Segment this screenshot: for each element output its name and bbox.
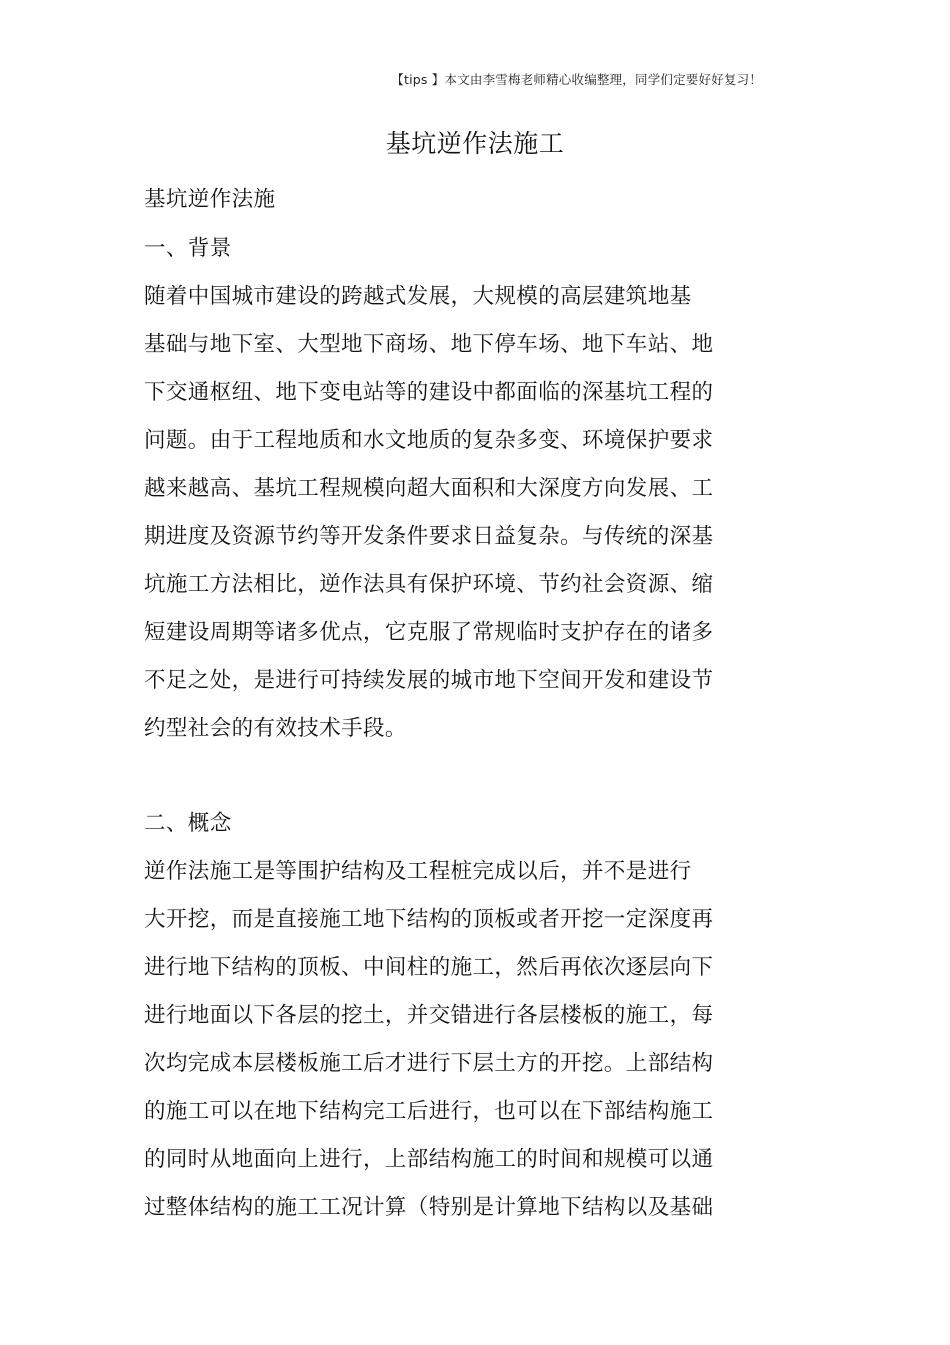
paragraph-line: 期进度及资源节约等开发条件要求日益复杂。与传统的深基 bbox=[144, 524, 714, 549]
document-title: 基坑逆作法施工 bbox=[385, 129, 565, 158]
paragraph-line: 次均完成本层楼板施工后才进行下层土方的开挖。上部结构 bbox=[144, 1051, 714, 1076]
paragraph-line: 大开挖，而是直接施工地下结构的顶板或者开挖一定深度再 bbox=[144, 907, 714, 932]
paragraph-line: 的同时从地面向上进行，上部结构施工的时间和规模可以通 bbox=[144, 1147, 714, 1172]
paragraph-line: 不足之处，是进行可持续发展的城市地下空间开发和建设节 bbox=[144, 668, 714, 693]
paragraph-line: 短建设周期等诸多优点，它克服了常规临时支护存在的诸多 bbox=[144, 620, 714, 645]
paragraph-line: 下交通枢纽、地下变电站等的建设中都面临的深基坑工程的 bbox=[144, 380, 714, 405]
paragraph-line: 进行地下结构的顶板、中间柱的施工，然后再依次逐层向下 bbox=[144, 955, 714, 980]
paragraph-line: 约型社会的有效技术手段。 bbox=[144, 716, 407, 741]
paragraph-line: 随着中国城市建设的跨越式发展，大规模的高层建筑地基 bbox=[144, 284, 692, 309]
paragraph-line: 进行地面以下各层的挖土，并交错进行各层楼板的施工，每 bbox=[144, 1003, 714, 1028]
paragraph-line: 过整体结构的施工工况计算（特别是计算地下结构以及基础 bbox=[144, 1195, 714, 1220]
paragraph-line: 坑施工方法相比，逆作法具有保护环境、节约社会资源、缩 bbox=[144, 572, 714, 597]
paragraph-line: 基础与地下室、大型地下商场、地下停车场、地下车站、地 bbox=[144, 332, 714, 357]
section-heading-concept: 二、概念 bbox=[144, 811, 232, 836]
section-heading-background: 一、背景 bbox=[144, 236, 232, 261]
header-tip: 【tips 】本文由李雪梅老师精心收编整理，同学们定要好好复习！ bbox=[391, 72, 762, 87]
paragraph-line: 逆作法施工是等围护结构及工程桩完成以后，并不是进行 bbox=[144, 859, 692, 884]
paragraph-line: 问题。由于工程地质和水文地质的复杂多变、环境保护要求 bbox=[144, 428, 714, 453]
paragraph-line: 越来越高、基坑工程规模向超大面积和大深度方向发展、工 bbox=[144, 476, 714, 501]
paragraph-line: 的施工可以在地下结构完工后进行，也可以在下部结构施工 bbox=[144, 1099, 714, 1124]
document-subtitle: 基坑逆作法施 bbox=[144, 187, 276, 212]
